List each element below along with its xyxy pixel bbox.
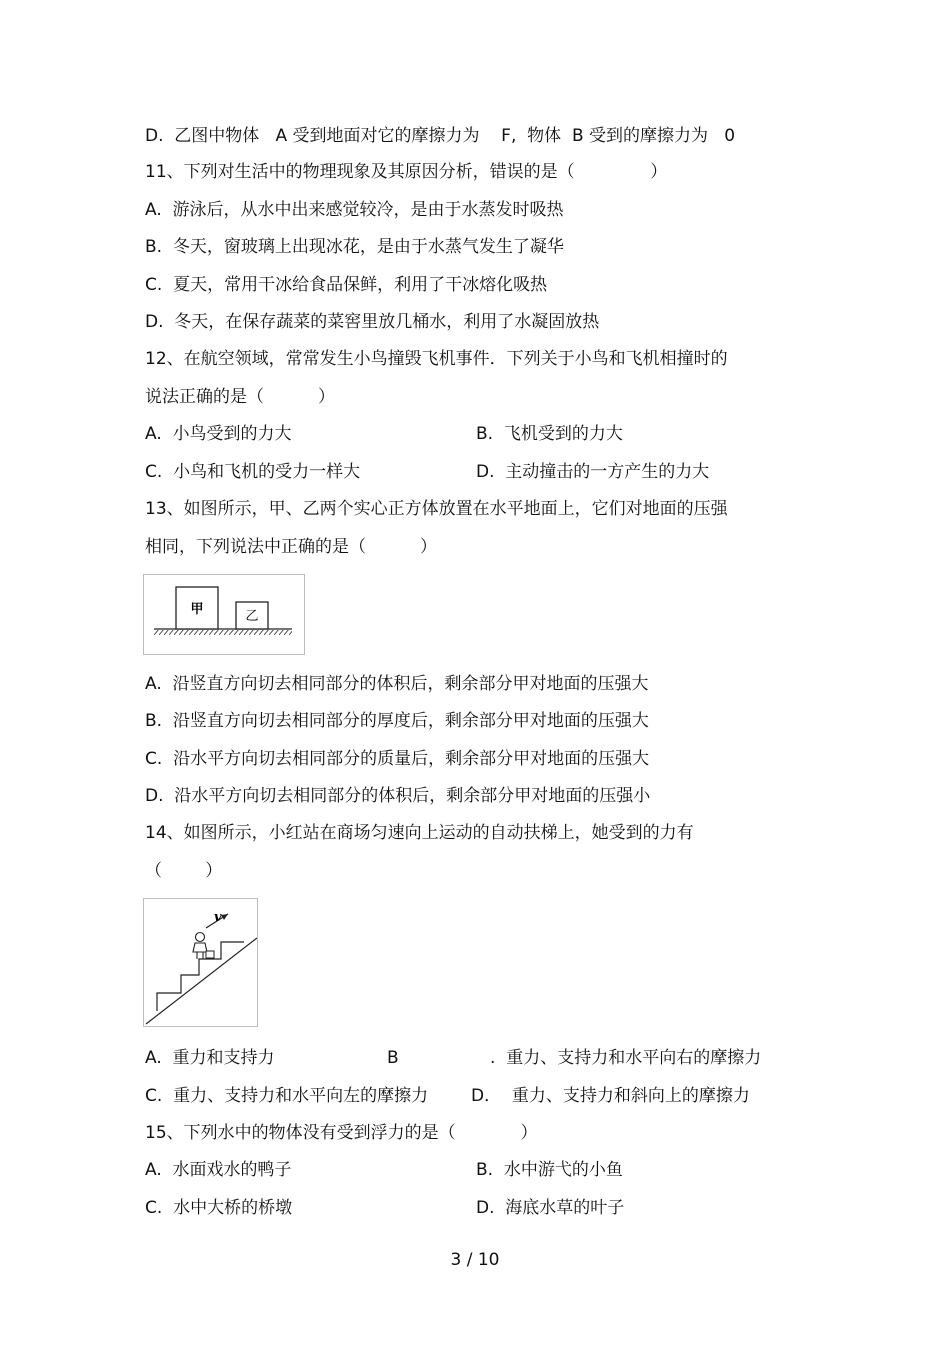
q13-stem-line1: 13、如图所示，甲、乙两个实心正方体放置在水平地面上，它们对地面的压强 (145, 499, 728, 519)
cube-b-label: 乙 (245, 609, 259, 624)
escalator-diagram (144, 899, 257, 1026)
q12-option-d: D. 主动撞击的一方产生的力大 (476, 462, 710, 482)
q11-option-c: C. 夏天，常用干冰给食品保鲜，利用了干冰熔化吸热 (145, 275, 548, 295)
q12-stem-line1: 12、在航空领域，常常发生小鸟撞毁飞机事件．下列关于小鸟和飞机相撞时的 (145, 349, 728, 369)
q14-option-a: A. 重力和支持力 (145, 1048, 275, 1068)
cube-a-label: 甲 (190, 602, 204, 617)
q12-option-a: A. 小鸟受到的力大 (145, 424, 292, 444)
q11-stem: 11、下列对生活中的物理现象及其原因分析，错误的是（ ） (145, 162, 668, 182)
shopping-bag (206, 951, 214, 958)
person-body (193, 943, 207, 952)
ground-hatch (154, 630, 292, 635)
q12-option-c: C. 小鸟和飞机的受力一样大 (145, 462, 361, 482)
q14-option-d: D． 重力、支持力和斜向上的摩擦力 (471, 1086, 750, 1106)
q14-option-c: C. 重力、支持力和水平向左的摩擦力 (145, 1086, 429, 1106)
person-head (196, 933, 205, 942)
q13-option-c: C. 沿水平方向切去相同部分的质量后，剩余部分甲对地面的压强大 (145, 749, 650, 769)
q15-option-c: C. 水中大桥的桥墩 (145, 1198, 293, 1218)
q13-option-d: D. 沿水平方向切去相同部分的体积后，剩余部分甲对地面的压强小 (145, 786, 651, 806)
q15-option-d: D. 海底水草的叶子 (476, 1198, 625, 1218)
q11-option-a: A. 游泳后，从水中出来感觉较冷，是由于水蒸发时吸热 (145, 200, 564, 220)
q15-stem: 15、下列水中的物体没有受到浮力的是（ ） (145, 1123, 538, 1143)
q14-stem-line1: 14、如图所示，小红站在商场匀速向上运动的自动扶梯上，她受到的力有 (145, 823, 694, 843)
q13-option-b: B. 沿竖直方向切去相同部分的厚度后，剩余部分甲对地面的压强大 (145, 711, 649, 731)
page-number: 3 / 10 (450, 1250, 500, 1270)
velocity-arrowhead (221, 914, 228, 920)
q12-stem-line2: 说法正确的是（ ） (145, 387, 336, 407)
q15-option-a: A. 水面戏水的鸭子 (145, 1160, 292, 1180)
q10-option-d: D. 乙图中物体 A 受到地面对它的摩擦力为 F, 物体 B 受到的摩擦力为 0 (145, 126, 736, 146)
cubes-diagram (144, 575, 304, 654)
q13-figure-cubes (143, 574, 305, 655)
q13-option-a: A. 沿竖直方向切去相同部分的体积后，剩余部分甲对地面的压强大 (145, 674, 649, 694)
q11-option-b: B. 冬天，窗玻璃上出现冰花，是由于水蒸气发生了凝华 (145, 237, 564, 257)
q11-option-d: D. 冬天，在保存蔬菜的菜窖里放几桶水，利用了水凝固放热 (145, 312, 600, 332)
q12-option-b: B. 飞机受到的力大 (476, 424, 623, 444)
q14-figure-escalator (143, 898, 258, 1027)
velocity-label: v (214, 910, 222, 925)
q15-option-b: B. 水中游弋的小鱼 (476, 1160, 623, 1180)
q14-option-b-letter: B (387, 1048, 399, 1068)
q14-stem-line2: （ ） (145, 861, 223, 881)
q13-stem-line2: 相同，下列说法中正确的是（ ） (145, 537, 438, 557)
q14-option-b: . 重力、支持力和水平向右的摩擦力 (490, 1048, 762, 1068)
